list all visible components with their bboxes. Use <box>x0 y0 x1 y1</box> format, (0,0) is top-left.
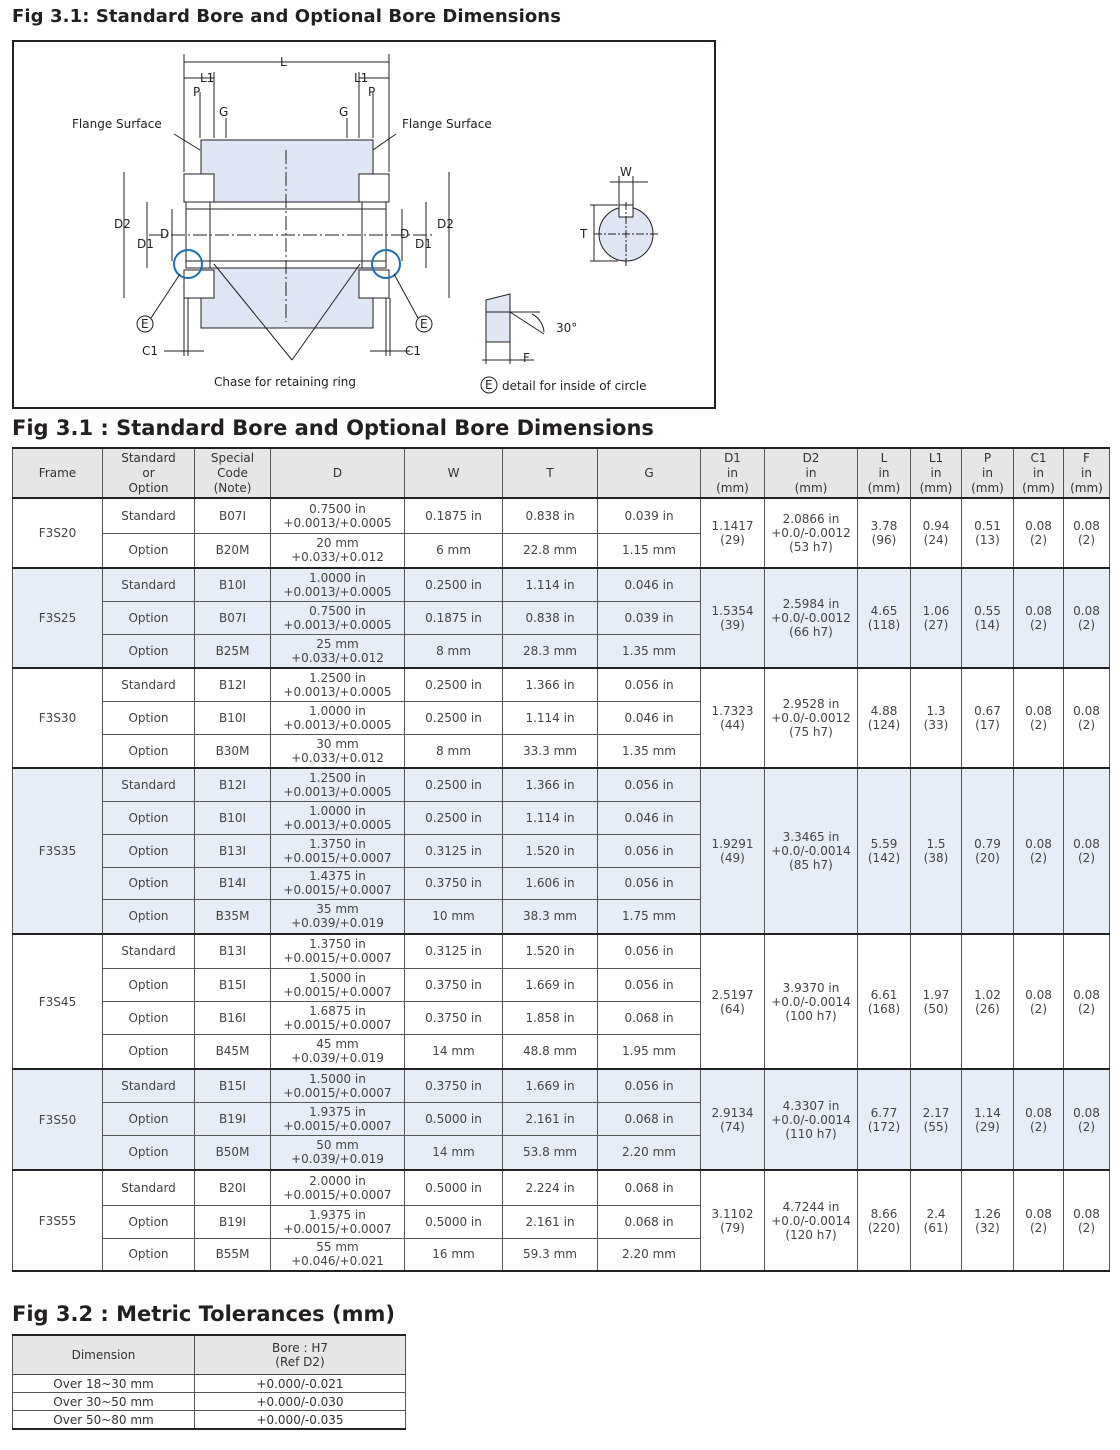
bore-d-cell: 45 mm +0.039/+0.019 <box>271 1034 405 1069</box>
frame-cell: F3S50 <box>13 1069 103 1170</box>
bore-d-cell: 1.5000 in +0.0015/+0.0007 <box>271 1069 405 1102</box>
cell-w: 6 mm <box>405 533 503 568</box>
cell-l1: 1.06 (27) <box>911 568 962 668</box>
header-L1: L1 in (mm) <box>911 448 962 498</box>
cell-f: 0.08 (2) <box>1064 668 1110 768</box>
bore-diagram-svg <box>14 42 718 411</box>
header-P: P in (mm) <box>962 448 1014 498</box>
table-row <box>13 668 1110 701</box>
cell-c1: 0.08 (2) <box>1014 768 1064 934</box>
label-D1-left: D1 <box>137 237 154 251</box>
label-D2-right: D2 <box>437 217 454 231</box>
bore-d-cell: 55 mm +0.046/+0.021 <box>271 1238 405 1271</box>
cell-w: 0.3750 in <box>405 867 503 899</box>
label-C1-left: C1 <box>142 344 159 358</box>
frame-cell: F3S30 <box>13 668 103 768</box>
code-cell: B20I <box>195 1170 271 1205</box>
code-cell: B15I <box>195 968 271 1001</box>
cell-w: 0.5000 in <box>405 1170 503 1205</box>
frame-group-f3s55 <box>13 1170 1110 1271</box>
type-cell: Option <box>103 1001 195 1034</box>
label-D2-left: D2 <box>114 217 131 231</box>
cell-g: 0.046 in <box>598 801 701 834</box>
cell-w: 10 mm <box>405 899 503 934</box>
code-cell: B07I <box>195 601 271 634</box>
label-flange-right: Flange Surface <box>402 117 492 131</box>
bore-d-cell: 1.3750 in +0.0015/+0.0007 <box>271 934 405 968</box>
d1-cell: 2.9134 (74) <box>701 1069 765 1170</box>
cell-w: 0.2500 in <box>405 568 503 601</box>
cell-l: 4.88 (124) <box>858 668 911 768</box>
type-cell: Option <box>103 1034 195 1069</box>
bearing-left-top <box>184 174 214 202</box>
metric-tolerance-table <box>12 1334 406 1430</box>
cell-w: 0.1875 in <box>405 601 503 634</box>
bore-d-cell: 1.9375 in +0.0015/+0.0007 <box>271 1205 405 1238</box>
type-cell: Option <box>103 1238 195 1271</box>
tol-dimension-cell: Over 50~80 mm <box>13 1411 195 1430</box>
bore-diagram <box>12 40 716 409</box>
tol-value-cell: +0.000/-0.030 <box>195 1393 406 1411</box>
cell-w: 0.2500 in <box>405 801 503 834</box>
header-G: G <box>598 448 701 498</box>
cell-w: 0.3125 in <box>405 834 503 867</box>
cell-p: 1.02 (26) <box>962 934 1014 1069</box>
cell-w: 8 mm <box>405 634 503 668</box>
bearing-right-top <box>359 174 389 202</box>
type-cell: Option <box>103 867 195 899</box>
type-cell: Option <box>103 899 195 934</box>
cell-w: 0.2500 in <box>405 701 503 734</box>
frame-group-f3s25 <box>13 568 1110 668</box>
cell-g: 2.20 mm <box>598 1238 701 1271</box>
cell-w: 0.5000 in <box>405 1102 503 1135</box>
type-cell: Option <box>103 634 195 668</box>
bore-d-cell: 1.0000 in +0.0013/+0.0005 <box>271 568 405 601</box>
header-D1: D1 in (mm) <box>701 448 765 498</box>
d2-cell: 2.9528 in +0.0/-0.0012 (75 h7) <box>765 668 858 768</box>
header-L: L in (mm) <box>858 448 911 498</box>
cell-p: 0.55 (14) <box>962 568 1014 668</box>
label-C1-right: C1 <box>405 344 422 358</box>
tol-value-cell: +0.000/-0.035 <box>195 1411 406 1430</box>
code-cell: B10I <box>195 701 271 734</box>
cell-l1: 0.94 (24) <box>911 498 962 568</box>
d2-cell: 4.3307 in +0.0/-0.0014 (110 h7) <box>765 1069 858 1170</box>
bore-d-cell: 1.0000 in +0.0013/+0.0005 <box>271 701 405 734</box>
label-L1-right: L1 <box>354 71 369 85</box>
type-cell: Option <box>103 1205 195 1238</box>
cell-l1: 2.17 (55) <box>911 1069 962 1170</box>
cell-w: 0.3750 in <box>405 1069 503 1102</box>
header-frame: Frame <box>13 448 103 498</box>
tol-dimension-cell: Over 30~50 mm <box>13 1393 195 1411</box>
cell-l: 6.77 (172) <box>858 1069 911 1170</box>
cell-t: 2.224 in <box>503 1170 598 1205</box>
table-row <box>13 934 1110 968</box>
header-special-code: Special Code (Note) <box>195 448 271 498</box>
cell-t: 1.114 in <box>503 568 598 601</box>
cell-w: 16 mm <box>405 1238 503 1271</box>
chamfer-detail <box>486 294 510 342</box>
code-cell: B10I <box>195 568 271 601</box>
cell-w: 0.2500 in <box>405 668 503 701</box>
cell-g: 0.056 in <box>598 834 701 867</box>
code-cell: B12I <box>195 768 271 801</box>
header-D2: D2 in (mm) <box>765 448 858 498</box>
label-D1-right: D1 <box>415 237 432 251</box>
code-cell: B25M <box>195 634 271 668</box>
cell-l1: 1.3 (33) <box>911 668 962 768</box>
type-cell: Option <box>103 533 195 568</box>
cell-g: 1.75 mm <box>598 899 701 934</box>
cell-t: 59.3 mm <box>503 1238 598 1271</box>
tol-header-bore: Bore : H7 (Ref D2) <box>195 1335 406 1375</box>
cell-t: 1.520 in <box>503 934 598 968</box>
label-L: L <box>280 55 287 69</box>
cell-g: 0.039 in <box>598 498 701 533</box>
bore-d-cell: 2.0000 in +0.0015/+0.0007 <box>271 1170 405 1205</box>
type-cell: Option <box>103 834 195 867</box>
tolerance-row <box>13 1393 406 1411</box>
cell-t: 1.520 in <box>503 834 598 867</box>
cell-g: 0.068 in <box>598 1205 701 1238</box>
cell-w: 0.5000 in <box>405 1205 503 1238</box>
frame-group-f3s35 <box>13 768 1110 934</box>
bore-d-cell: 20 mm +0.033/+0.012 <box>271 533 405 568</box>
d1-cell: 1.7323 (44) <box>701 668 765 768</box>
cell-c1: 0.08 (2) <box>1014 668 1064 768</box>
cell-t: 2.161 in <box>503 1205 598 1238</box>
label-P-left: P <box>193 85 201 99</box>
svg-text:E: E <box>141 317 149 331</box>
header-T: T <box>503 448 598 498</box>
bore-d-cell: 35 mm +0.039/+0.019 <box>271 899 405 934</box>
code-cell: B19I <box>195 1205 271 1238</box>
type-cell: Option <box>103 701 195 734</box>
cell-w: 8 mm <box>405 734 503 768</box>
svg-text:E: E <box>485 378 493 392</box>
bore-d-cell: 50 mm +0.039/+0.019 <box>271 1135 405 1170</box>
cell-w: 0.2500 in <box>405 768 503 801</box>
cell-g: 0.068 in <box>598 1102 701 1135</box>
label-T: T <box>580 227 588 241</box>
label-D-right: D <box>400 227 410 241</box>
type-cell: Standard <box>103 934 195 968</box>
bore-d-cell: 1.5000 in +0.0015/+0.0007 <box>271 968 405 1001</box>
tolerance-row <box>13 1375 406 1393</box>
bearing-left-bottom <box>184 270 214 298</box>
cell-t: 0.838 in <box>503 498 598 533</box>
code-cell: B16I <box>195 1001 271 1034</box>
bearing-right-bottom <box>359 270 389 298</box>
type-cell: Option <box>103 1102 195 1135</box>
label-chase: Chase for retaining ring <box>214 375 357 389</box>
cell-g: 1.95 mm <box>598 1034 701 1069</box>
header-D: D <box>271 448 405 498</box>
label-G-right: G <box>339 105 349 119</box>
cell-t: 1.366 in <box>503 768 598 801</box>
bore-d-cell: 30 mm +0.033/+0.012 <box>271 734 405 768</box>
frame-cell: F3S45 <box>13 934 103 1069</box>
cell-w: 0.3750 in <box>405 1001 503 1034</box>
cell-w: 14 mm <box>405 1034 503 1069</box>
type-cell: Option <box>103 601 195 634</box>
label-G-left: G <box>219 105 229 119</box>
cell-p: 1.26 (32) <box>962 1170 1014 1271</box>
cell-t: 2.161 in <box>503 1102 598 1135</box>
code-cell: B55M <box>195 1238 271 1271</box>
cell-l: 6.61 (168) <box>858 934 911 1069</box>
svg-text:E: E <box>420 317 428 331</box>
cell-c1: 0.08 (2) <box>1014 498 1064 568</box>
cell-l: 5.59 (142) <box>858 768 911 934</box>
d2-cell: 3.9370 in +0.0/-0.0014 (100 h7) <box>765 934 858 1069</box>
cell-t: 1.606 in <box>503 867 598 899</box>
cell-t: 0.838 in <box>503 601 598 634</box>
bore-d-cell: 1.2500 in +0.0013/+0.0005 <box>271 668 405 701</box>
d1-cell: 2.5197 (64) <box>701 934 765 1069</box>
header-F: F in (mm) <box>1064 448 1110 498</box>
cell-g: 0.056 in <box>598 968 701 1001</box>
bore-d-cell: 25 mm +0.033/+0.012 <box>271 634 405 668</box>
code-cell: B19I <box>195 1102 271 1135</box>
code-cell: B45M <box>195 1034 271 1069</box>
frame-cell: F3S20 <box>13 498 103 568</box>
cell-f: 0.08 (2) <box>1064 568 1110 668</box>
cell-g: 1.35 mm <box>598 734 701 768</box>
code-cell: B50M <box>195 1135 271 1170</box>
type-cell: Option <box>103 1135 195 1170</box>
cell-w: 14 mm <box>405 1135 503 1170</box>
cell-l1: 2.4 (61) <box>911 1170 962 1271</box>
code-cell: B30M <box>195 734 271 768</box>
cell-f: 0.08 (2) <box>1064 934 1110 1069</box>
tol-header-dimension: Dimension <box>13 1335 195 1375</box>
cell-t: 48.8 mm <box>503 1034 598 1069</box>
cell-t: 1.114 in <box>503 801 598 834</box>
label-angle: 30° <box>556 321 578 335</box>
tol-value-cell: +0.000/-0.021 <box>195 1375 406 1393</box>
type-cell: Option <box>103 734 195 768</box>
frame-group-f3s45 <box>13 934 1110 1069</box>
cell-l: 4.65 (118) <box>858 568 911 668</box>
cell-l1: 1.5 (38) <box>911 768 962 934</box>
cell-f: 0.08 (2) <box>1064 1170 1110 1271</box>
bore-d-cell: 1.6875 in +0.0015/+0.0007 <box>271 1001 405 1034</box>
cell-g: 0.046 in <box>598 568 701 601</box>
table-title: Fig 3.1 : Standard Bore and Optional Bore Dimensions <box>12 416 654 440</box>
cell-g: 0.039 in <box>598 601 701 634</box>
code-cell: B15I <box>195 1069 271 1102</box>
table-row <box>13 1069 1110 1102</box>
table-row <box>13 1170 1110 1205</box>
cell-g: 0.068 in <box>598 1170 701 1205</box>
bore-d-cell: 0.7500 in +0.0013/+0.0005 <box>271 498 405 533</box>
cell-t: 38.3 mm <box>503 899 598 934</box>
code-cell: B13I <box>195 834 271 867</box>
type-cell: Standard <box>103 668 195 701</box>
cell-g: 2.20 mm <box>598 1135 701 1170</box>
cell-l: 8.66 (220) <box>858 1170 911 1271</box>
cell-t: 53.8 mm <box>503 1135 598 1170</box>
table-row <box>13 498 1110 533</box>
header-C1: C1 in (mm) <box>1014 448 1064 498</box>
code-cell: B13I <box>195 934 271 968</box>
tolerance-row <box>13 1411 406 1430</box>
d1-cell: 1.1417 (29) <box>701 498 765 568</box>
frame-cell: F3S55 <box>13 1170 103 1271</box>
table-row <box>13 768 1110 801</box>
label-flange-left: Flange Surface <box>72 117 162 131</box>
label-P-right: P <box>368 85 376 99</box>
cell-p: 1.14 (29) <box>962 1069 1014 1170</box>
cell-g: 0.056 in <box>598 934 701 968</box>
d2-cell: 2.0866 in +0.0/-0.0012 (53 h7) <box>765 498 858 568</box>
cell-w: 0.3750 in <box>405 968 503 1001</box>
label-W: W <box>620 165 632 179</box>
type-cell: Standard <box>103 1170 195 1205</box>
cell-c1: 0.08 (2) <box>1014 934 1064 1069</box>
cell-f: 0.08 (2) <box>1064 768 1110 934</box>
code-cell: B14I <box>195 867 271 899</box>
table-header-row <box>13 448 1110 498</box>
label-D-left: D <box>160 227 170 241</box>
type-cell: Standard <box>103 568 195 601</box>
table-row <box>13 568 1110 601</box>
cell-l1: 1.97 (50) <box>911 934 962 1069</box>
frame-group-f3s20 <box>13 498 1110 568</box>
code-cell: B07I <box>195 498 271 533</box>
code-cell: B20M <box>195 533 271 568</box>
cell-t: 1.114 in <box>503 701 598 734</box>
cell-c1: 0.08 (2) <box>1014 568 1064 668</box>
cell-w: 0.1875 in <box>405 498 503 533</box>
label-L1-left: L1 <box>200 71 215 85</box>
cell-f: 0.08 (2) <box>1064 1069 1110 1170</box>
cell-t: 22.8 mm <box>503 533 598 568</box>
type-cell: Standard <box>103 1069 195 1102</box>
cell-p: 0.67 (17) <box>962 668 1014 768</box>
code-cell: B35M <box>195 899 271 934</box>
cell-g: 0.056 in <box>598 867 701 899</box>
type-cell: Standard <box>103 768 195 801</box>
cell-t: 1.366 in <box>503 668 598 701</box>
cell-g: 0.046 in <box>598 701 701 734</box>
cell-g: 0.056 in <box>598 668 701 701</box>
tol-dimension-cell: Over 18~30 mm <box>13 1375 195 1393</box>
cell-t: 1.669 in <box>503 1069 598 1102</box>
cell-f: 0.08 (2) <box>1064 498 1110 568</box>
cell-g: 1.35 mm <box>598 634 701 668</box>
bore-d-cell: 1.4375 in +0.0015/+0.0007 <box>271 867 405 899</box>
cell-l: 3.78 (96) <box>858 498 911 568</box>
cell-p: 0.79 (20) <box>962 768 1014 934</box>
type-cell: Option <box>103 968 195 1001</box>
cell-t: 33.3 mm <box>503 734 598 768</box>
cell-g: 0.056 in <box>598 1069 701 1102</box>
d1-cell: 1.5354 (39) <box>701 568 765 668</box>
header-W: W <box>405 448 503 498</box>
cell-w: 0.3125 in <box>405 934 503 968</box>
cell-g: 0.068 in <box>598 1001 701 1034</box>
frame-group-f3s50 <box>13 1069 1110 1170</box>
bore-d-cell: 1.3750 in +0.0015/+0.0007 <box>271 834 405 867</box>
frame-cell: F3S35 <box>13 768 103 934</box>
cell-t: 1.669 in <box>503 968 598 1001</box>
label-detail: detail for inside of circle <box>502 379 647 393</box>
header-standard-or-option: Standard or Option <box>103 448 195 498</box>
type-cell: Option <box>103 801 195 834</box>
cell-c1: 0.08 (2) <box>1014 1170 1064 1271</box>
frame-cell: F3S25 <box>13 568 103 668</box>
cell-c1: 0.08 (2) <box>1014 1069 1064 1170</box>
d1-cell: 1.9291 (49) <box>701 768 765 934</box>
type-cell: Standard <box>103 498 195 533</box>
cell-g: 1.15 mm <box>598 533 701 568</box>
d2-cell: 3.3465 in +0.0/-0.0014 (85 h7) <box>765 768 858 934</box>
bore-d-cell: 1.2500 in +0.0013/+0.0005 <box>271 768 405 801</box>
d2-cell: 2.5984 in +0.0/-0.0012 (66 h7) <box>765 568 858 668</box>
bore-d-cell: 1.9375 in +0.0015/+0.0007 <box>271 1102 405 1135</box>
d2-cell: 4.7244 in +0.0/-0.0014 (120 h7) <box>765 1170 858 1271</box>
cell-g: 0.056 in <box>598 768 701 801</box>
frame-group-f3s30 <box>13 668 1110 768</box>
cell-t: 28.3 mm <box>503 634 598 668</box>
code-cell: B10I <box>195 801 271 834</box>
bore-d-cell: 1.0000 in +0.0013/+0.0005 <box>271 801 405 834</box>
figure-title: Fig 3.1: Standard Bore and Optional Bore Dimensions <box>12 6 562 27</box>
tolerance-title: Fig 3.2 : Metric Tolerances (mm) <box>12 1302 395 1326</box>
bore-dimensions-table <box>12 447 1110 1272</box>
code-cell: B12I <box>195 668 271 701</box>
cell-t: 1.858 in <box>503 1001 598 1034</box>
d1-cell: 3.1102 (79) <box>701 1170 765 1271</box>
cell-p: 0.51 (13) <box>962 498 1014 568</box>
label-F: F <box>523 351 530 365</box>
bore-d-cell: 0.7500 in +0.0013/+0.0005 <box>271 601 405 634</box>
